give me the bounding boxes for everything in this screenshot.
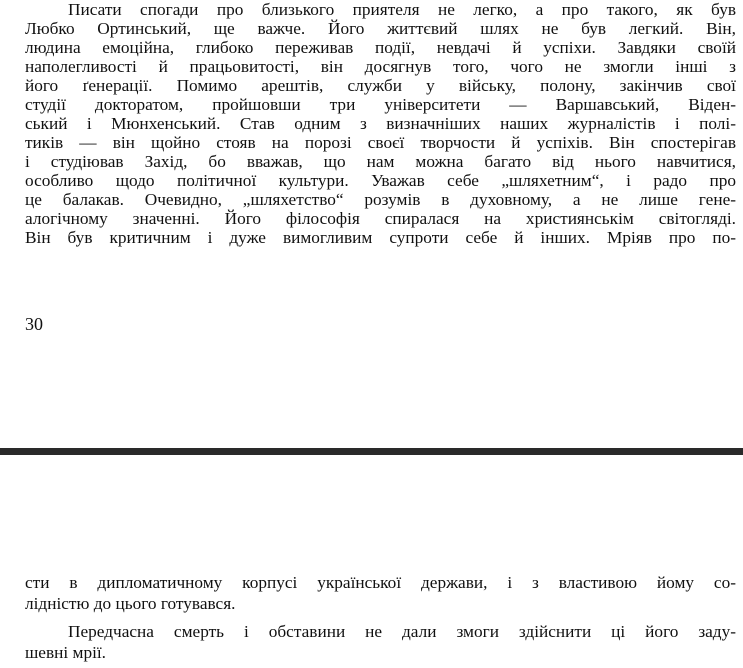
page-separator <box>0 448 743 455</box>
page-bottom <box>0 455 743 668</box>
text-line: і студіював Захід, бо вважав, що нам можна багато від нього навчитися, <box>25 152 736 171</box>
text-line: Він був критичним і дуже вимогливим супроти себе й інших. Мріяв про по- <box>25 228 736 247</box>
text-line: тиків — він щойно стояв на порозі своєї творчости й успіхів. Він спостерігав <box>25 133 736 152</box>
text-line: особливо щодо політичної культури. Уважав себе „шляхетним“, і радо про <box>25 171 736 190</box>
text-line: ський і Мюнхенський. Став одним з визначніших наших журналістів і полі- <box>25 114 736 133</box>
text-line: Писати спогади про близького приятеля не легко, а про такого, як був <box>68 0 736 19</box>
text-line: лідністю до цього готувався. <box>25 594 236 613</box>
text-line: студії докторатом, пройшовши три університети — Варшавський, Віден- <box>25 95 736 114</box>
text-line: Передчасна смерть і обставини не дали змоги здійснити ці його заду- <box>68 622 736 641</box>
text-line: наполегливості й працьовитості, він досягнув того, чого не змогли інші з <box>25 57 736 76</box>
text-line: його ґенерації. Помимо арештів, служби у війську, полону, закінчив свої <box>25 76 736 95</box>
text-line: шевні мрії. <box>25 643 107 662</box>
text-line: Любко Ортинський, ще важче. Його життєвий шлях не був легкий. Він, <box>25 19 736 38</box>
text-line: сти в дипломатичному корпусі української держави, і з властивою йому со- <box>25 573 736 592</box>
text-line: це балакав. Очевидно, „шляхетство“ розумів в духовному, а не лише гене- <box>25 190 736 209</box>
text-line: людина емоційна, глибоко переживав події, невдачі й успіхи. Завдяки своїй <box>25 38 736 57</box>
page-number: 30 <box>25 314 43 334</box>
text-line: алогічному значенні. Його філософія спиралася на християнськім світогляді. <box>25 209 736 228</box>
